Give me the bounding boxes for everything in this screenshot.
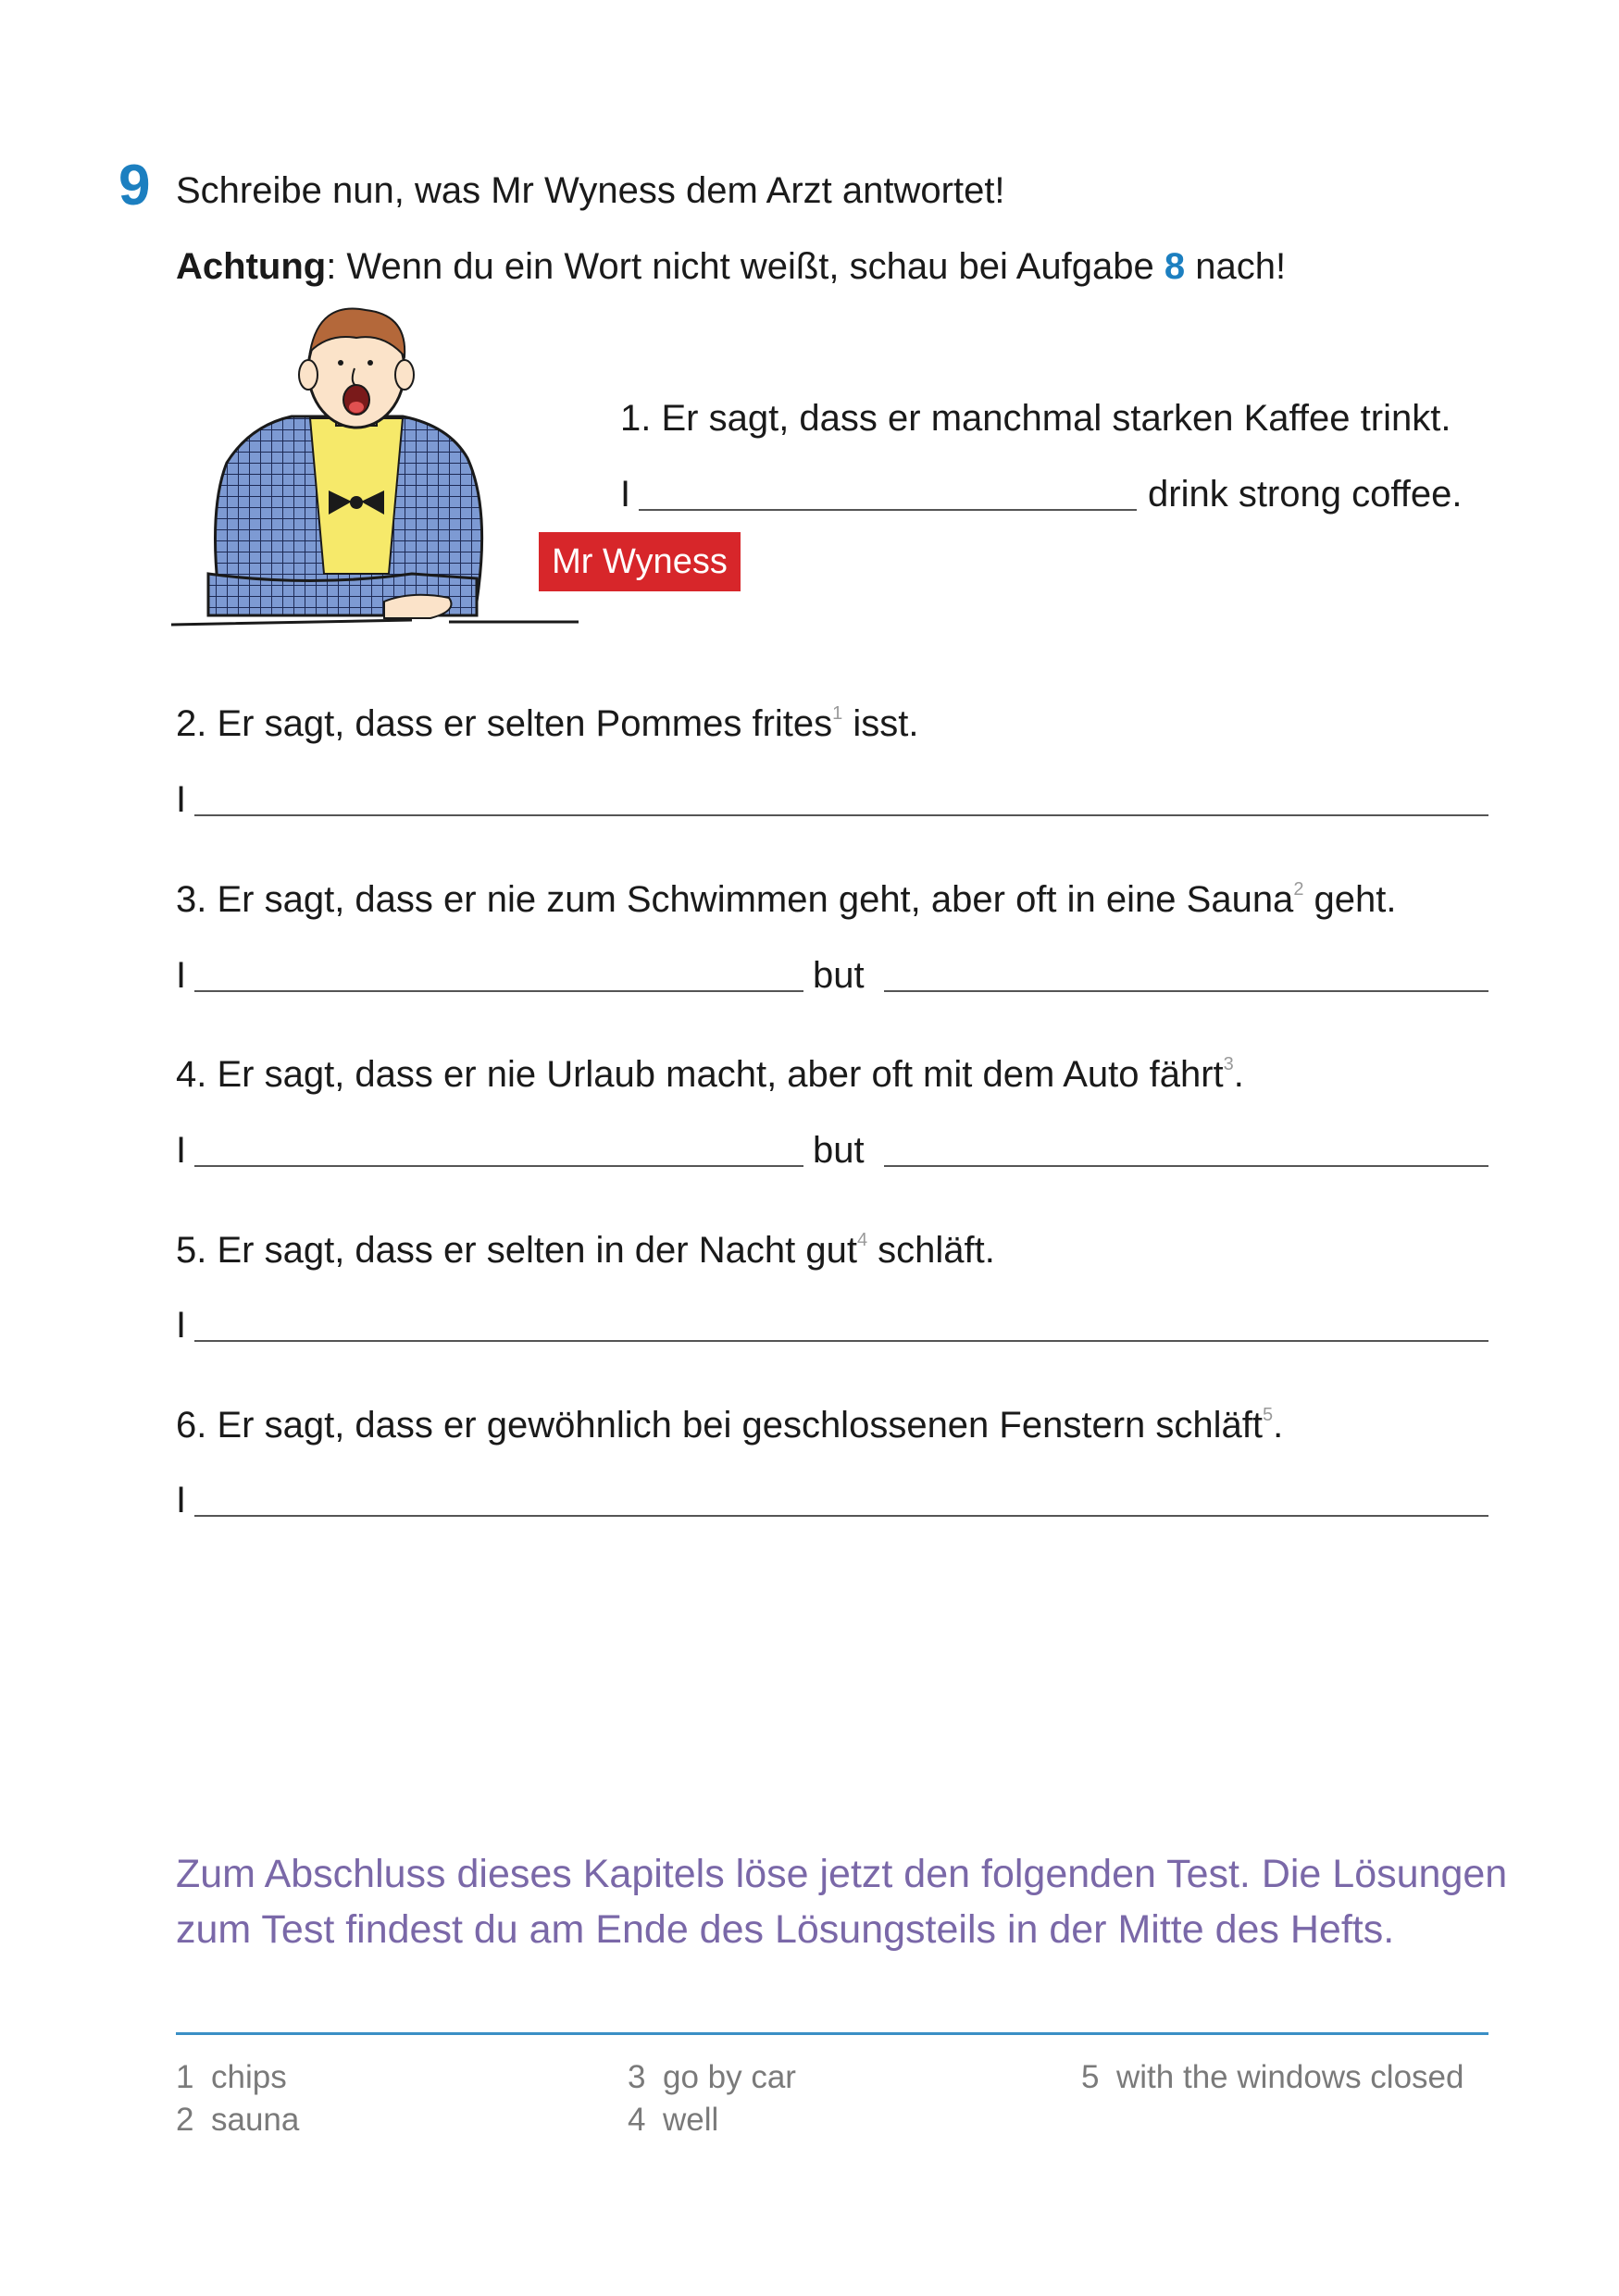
- item-3-mid: but: [813, 955, 865, 996]
- mr-wyness-illustration: [171, 296, 588, 639]
- item-4-answer-line-a[interactable]: [194, 1165, 803, 1167]
- footnote-ref-5: 5: [1262, 1405, 1274, 1425]
- item-3-answer-line-b[interactable]: [884, 990, 1488, 992]
- footnote-4: 4 well: [628, 2102, 719, 2138]
- item-1-end: drink strong coffee.: [1148, 474, 1463, 515]
- item-4-prompt: 4. Er sagt, dass er nie Urlaub macht, aber oft mit dem Auto fährt$^3$.: [176, 1054, 1244, 1095]
- closing-note: [176, 1846, 1507, 1957]
- item-3-answer-line-a[interactable]: [194, 990, 803, 992]
- item-4-mid: but: [813, 1130, 865, 1171]
- exercise-note: [176, 248, 1286, 285]
- footnote-3: 3 go by car: [628, 2059, 796, 2095]
- item-6-start: I: [176, 1480, 187, 1520]
- item-2-answer-line[interactable]: [194, 814, 1488, 816]
- footnote-divider: [176, 2032, 1488, 2035]
- footnote-ref-4: 4: [856, 1230, 868, 1250]
- item-3-prompt: 3. Er sagt, dass er nie zum Schwimmen geht, aber oft in eine Sauna$^2$ geht.: [176, 879, 1397, 920]
- item-2-start: I: [176, 779, 187, 820]
- footnote-ref-2: 2: [1293, 879, 1304, 900]
- item-1-answer-line[interactable]: [639, 509, 1137, 511]
- footnote-2: 2 sauna: [176, 2102, 300, 2138]
- exercise-instruction: Schreibe nun, was Mr Wyness dem Arzt antwortet!: [176, 170, 1005, 211]
- footnote-ref-3: 3: [1223, 1054, 1234, 1074]
- footnote-ref-1: 1: [832, 703, 843, 724]
- item-5-prompt: 5. Er sagt, dass er selten in der Nacht gut$^4$ schläft.: [176, 1230, 995, 1271]
- note-text-post: nach!: [1185, 246, 1287, 287]
- item-4-answer-line-b[interactable]: [884, 1165, 1488, 1167]
- item-5-answer-line[interactable]: [194, 1340, 1488, 1342]
- exercise-number: 9: [118, 154, 151, 217]
- item-6-prompt: 6. Er sagt, dass er gewöhnlich bei geschlossenen Fenstern schläft$^5$.: [176, 1405, 1284, 1446]
- footnote-5: 5 with the windows closed: [1081, 2059, 1464, 2095]
- item-1-start: I: [620, 474, 631, 515]
- item-3-start: I: [176, 955, 187, 996]
- item-1-prompt: 1. Er sagt, dass er manchmal starken Kaffee trinkt.: [620, 398, 1451, 439]
- item-6-answer-line[interactable]: [194, 1515, 1488, 1517]
- closing-line-2: zum Test findest du am Ende des Lösungsteils in der Mitte des Hefts.: [176, 1907, 1395, 1952]
- item-2-prompt: 2. Er sagt, dass er selten Pommes frites$^1$ isst.: [176, 703, 919, 744]
- item-4-start: I: [176, 1130, 187, 1171]
- closing-line-1: Zum Abschluss dieses Kapitels löse jetzt den folgenden Test. Die Lösungen: [176, 1852, 1508, 1896]
- note-text-pre: : Wenn du ein Wort nicht weißt, schau bei Aufgabe: [326, 246, 1164, 287]
- item-5-start: I: [176, 1305, 187, 1346]
- footnote-1: 1 chips: [176, 2059, 287, 2095]
- note-label: Achtung: [176, 246, 327, 287]
- character-name-label: Mr Wyness: [539, 532, 741, 591]
- note-ref: 8: [1164, 246, 1186, 287]
